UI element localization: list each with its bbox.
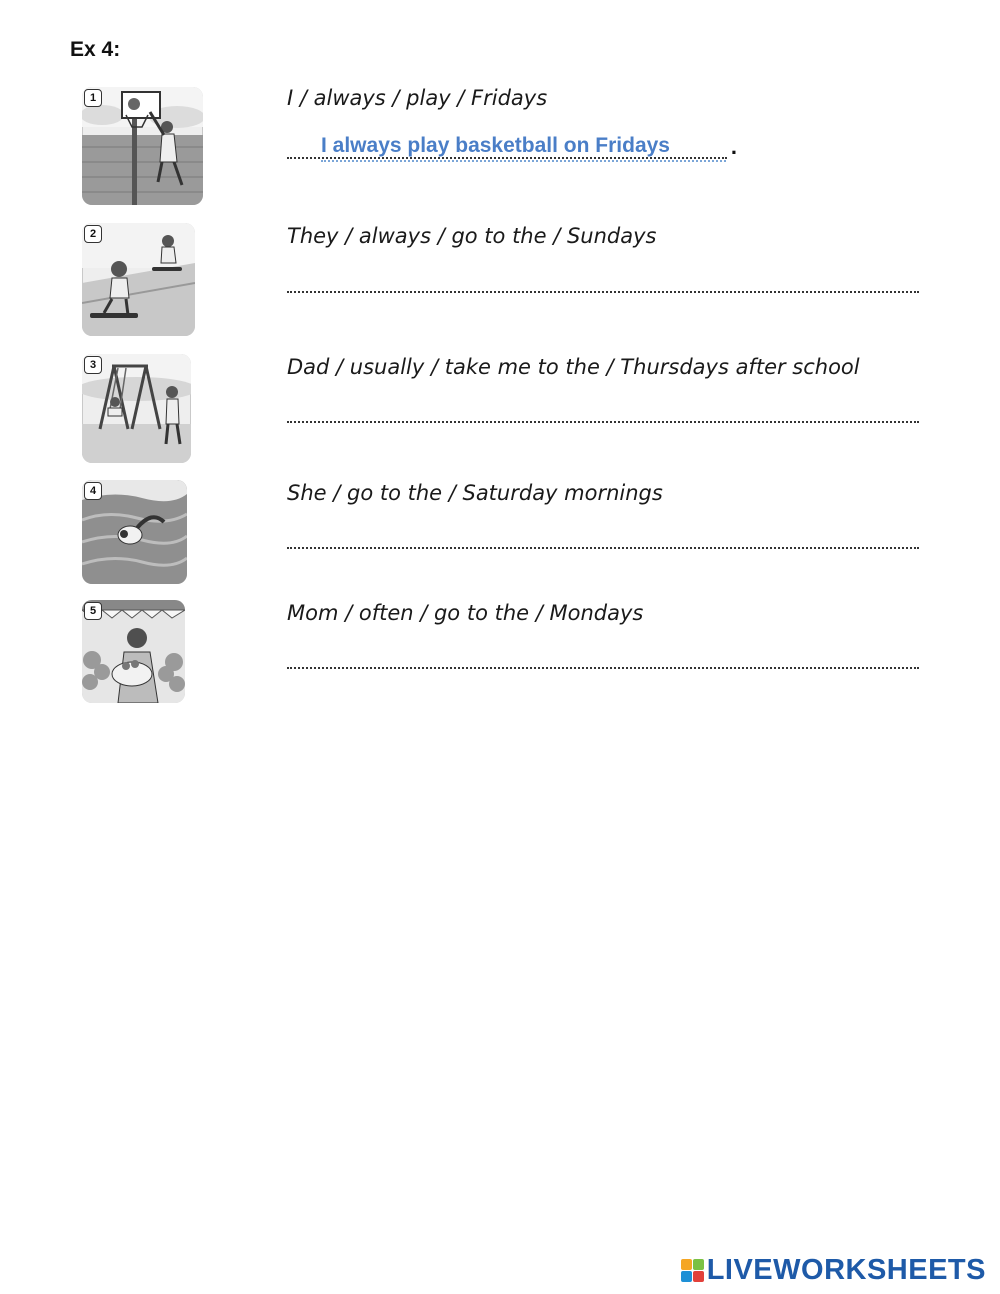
skateboarders-illustration — [82, 223, 195, 336]
item-3-prompt: Dad / usually / take me to the / Thursdays after school — [287, 355, 860, 379]
brand-name: LIVEWORKSHEETS — [706, 1254, 986, 1286]
liveworksheets-logo-icon — [681, 1259, 704, 1282]
item-1-answer-area — [287, 132, 737, 162]
logo-cell — [681, 1259, 692, 1270]
answer-period: . — [730, 134, 737, 159]
exercise-title: Ex 4: — [70, 38, 121, 61]
swimmer-illustration — [82, 480, 187, 584]
item-5-prompt: Mom / often / go to the / Mondays — [287, 601, 644, 625]
item-2-answer-line[interactable] — [287, 291, 919, 293]
market-shopper-illustration — [82, 600, 185, 703]
item-4-answer-line[interactable] — [287, 547, 919, 549]
item-number-badge: 5 — [84, 602, 102, 620]
item-1-answer-input[interactable] — [321, 132, 726, 162]
item-5-answer-line[interactable] — [287, 667, 919, 669]
logo-cell — [693, 1259, 704, 1270]
item-3-answer-line[interactable] — [287, 421, 919, 423]
item-4-prompt: She / go to the / Saturday mornings — [287, 481, 663, 505]
item-number-badge: 1 — [84, 89, 102, 107]
playground-swing-illustration — [82, 354, 191, 463]
item-number-badge: 3 — [84, 356, 102, 374]
liveworksheets-brand[interactable] — [681, 1254, 986, 1287]
logo-cell — [681, 1271, 692, 1282]
item-2-prompt: They / always / go to the / Sundays — [287, 224, 657, 248]
item-number-badge: 2 — [84, 225, 102, 243]
logo-cell — [693, 1271, 704, 1282]
item-1-prompt: I / always / play / Fridays — [287, 86, 548, 110]
basketball-player-illustration — [82, 87, 203, 205]
item-number-badge: 4 — [84, 482, 102, 500]
